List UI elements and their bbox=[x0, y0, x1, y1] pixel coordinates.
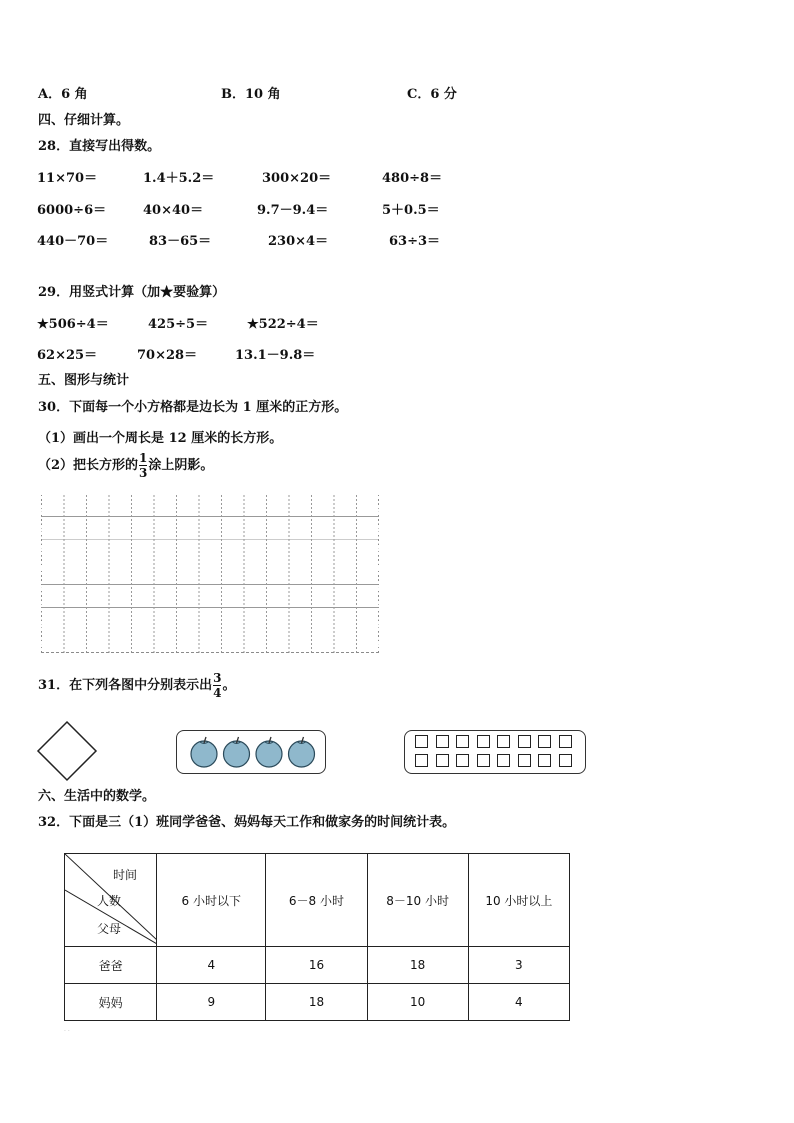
small-square[interactable] bbox=[559, 735, 572, 748]
q28-item: 6000÷6＝ bbox=[37, 203, 107, 218]
small-square[interactable] bbox=[415, 735, 428, 748]
apple-icon bbox=[256, 737, 282, 767]
corner-label-time: 时间 bbox=[113, 868, 138, 882]
q29-title: 29．用竖式计算（加★要验算） bbox=[38, 285, 226, 300]
q28-item: 40×40＝ bbox=[143, 203, 204, 218]
small-square[interactable] bbox=[497, 754, 510, 767]
option-b: B．10 角 bbox=[221, 87, 281, 102]
column-header: 6－8 小时 bbox=[266, 854, 367, 947]
q30-part2-suffix: 涂上阴影。 bbox=[148, 458, 214, 473]
row-label: 爸爸 bbox=[65, 947, 157, 984]
q28-item: 9.7－9.4＝ bbox=[257, 203, 329, 218]
small-square[interactable] bbox=[538, 735, 551, 748]
table-cell: 16 bbox=[266, 947, 367, 984]
time-statistics-table bbox=[64, 853, 570, 1021]
q28-item: 230×4＝ bbox=[268, 234, 329, 249]
table-cell: 4 bbox=[157, 947, 266, 984]
section4-title: 四、仔细计算。 bbox=[38, 113, 130, 128]
section5-title: 五、图形与统计 bbox=[38, 373, 130, 388]
q31-suffix: 。 bbox=[222, 678, 236, 693]
apple-icon bbox=[191, 737, 217, 767]
small-square[interactable] bbox=[477, 735, 490, 748]
q30-title: 30．下面每一个小方格都是边长为 1 厘米的正方形。 bbox=[38, 400, 348, 415]
row-label: 妈妈 bbox=[65, 984, 157, 1021]
small-square[interactable] bbox=[518, 754, 531, 767]
q32-title: 32．下面是三（1）班同学爸爸、妈妈每天工作和做家务的时间统计表。 bbox=[38, 815, 456, 830]
column-header: 6 小时以下 bbox=[157, 854, 266, 947]
q28-item: 480÷8＝ bbox=[382, 171, 443, 186]
fraction-three-quarters bbox=[213, 672, 221, 699]
small-square[interactable] bbox=[559, 754, 572, 767]
table-cell: 9 bbox=[157, 984, 266, 1021]
column-header: 8－10 小时 bbox=[367, 854, 468, 947]
small-square[interactable] bbox=[456, 754, 469, 767]
fraction-denominator: 3 bbox=[139, 466, 148, 480]
q28-item: 5＋0.5＝ bbox=[382, 203, 440, 218]
apple-group-box[interactable] bbox=[176, 730, 326, 774]
fraction-numerator: 1 bbox=[139, 451, 148, 465]
q29-item: 425÷5＝ bbox=[148, 317, 209, 332]
small-square[interactable] bbox=[518, 735, 531, 748]
q31-title bbox=[38, 672, 235, 699]
table-cell: 4 bbox=[468, 984, 569, 1021]
table-row bbox=[65, 984, 570, 1021]
q29-item: 62×25＝ bbox=[37, 348, 98, 363]
apple-group bbox=[176, 730, 326, 774]
q28-item: 63÷3＝ bbox=[389, 234, 441, 249]
q29-item: ★522÷4＝ bbox=[247, 317, 319, 332]
q30-part2-prefix: （2）把长方形的 bbox=[38, 458, 139, 473]
apple-icon bbox=[288, 737, 314, 767]
small-square[interactable] bbox=[436, 735, 449, 748]
corner-label-parent: 父母 bbox=[97, 922, 122, 936]
q28-item: 300×20＝ bbox=[262, 171, 332, 186]
q31-prefix: 31．在下列各图中分别表示出 bbox=[38, 678, 213, 693]
square-group-box[interactable] bbox=[404, 730, 586, 774]
corner-label-count: 人数 bbox=[97, 894, 122, 908]
small-square[interactable] bbox=[497, 735, 510, 748]
table-cell: 10 bbox=[367, 984, 468, 1021]
q28-item: 83－65＝ bbox=[149, 234, 212, 249]
column-header: 10 小时以上 bbox=[468, 854, 569, 947]
q29-item: 13.1－9.8＝ bbox=[235, 348, 316, 363]
small-square[interactable] bbox=[415, 754, 428, 767]
fraction-numerator: 3 bbox=[213, 671, 222, 685]
q29-item: 70×28＝ bbox=[137, 348, 198, 363]
fraction-one-third bbox=[139, 452, 147, 479]
q28-title: 28．直接写出得数。 bbox=[38, 139, 161, 154]
square-grid[interactable] bbox=[41, 493, 379, 653]
table-row bbox=[65, 947, 570, 984]
small-square[interactable] bbox=[436, 754, 449, 767]
table-corner-cell bbox=[65, 854, 157, 947]
table-cell: 18 bbox=[266, 984, 367, 1021]
diamond-shape[interactable] bbox=[36, 720, 98, 782]
q29-item: ★506÷4＝ bbox=[37, 317, 109, 332]
section6-title: 六、生活中的数学。 bbox=[38, 789, 156, 804]
apple-icon bbox=[223, 737, 249, 767]
small-square[interactable] bbox=[477, 754, 490, 767]
small-square[interactable] bbox=[456, 735, 469, 748]
small-square[interactable] bbox=[538, 754, 551, 767]
q30-part2 bbox=[38, 452, 213, 479]
q28-item: 1.4＋5.2＝ bbox=[143, 171, 215, 186]
table-cell: 18 bbox=[367, 947, 468, 984]
fraction-denominator: 4 bbox=[213, 686, 222, 700]
q28-item: 11×70＝ bbox=[37, 171, 98, 186]
option-a: A．6 角 bbox=[38, 87, 88, 102]
q30-part1: （1）画出一个周长是 12 厘米的长方形。 bbox=[38, 431, 283, 446]
footer-mark: · · bbox=[64, 1028, 70, 1035]
table-cell: 3 bbox=[468, 947, 569, 984]
q28-item: 440－70＝ bbox=[37, 234, 109, 249]
option-c: C．6 分 bbox=[407, 87, 457, 102]
